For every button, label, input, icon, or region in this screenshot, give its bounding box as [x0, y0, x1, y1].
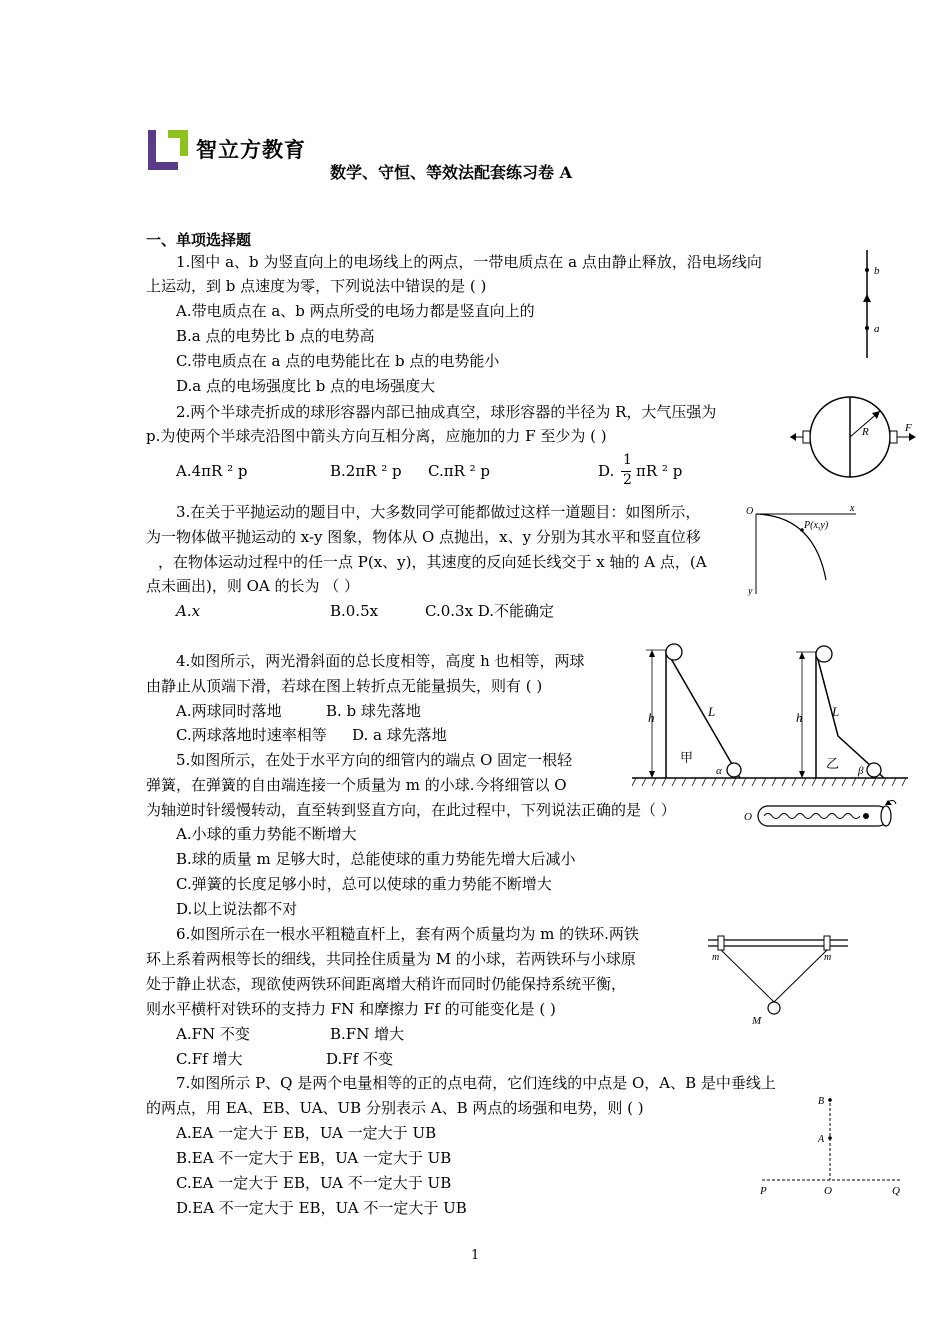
- q1-option-a: A.带电质点在 a、b 两点所受的电场力都是竖直向上的: [176, 302, 535, 320]
- q2-option-d-den: 2: [623, 472, 632, 488]
- q7-fig-label-a: A: [818, 1134, 825, 1145]
- q5-fig-label-o: O: [744, 811, 752, 823]
- q3-line-1: 3.在关于平抛运动的题目中，大多数同学可能都做过这样一道题目：如图所示，: [176, 503, 701, 521]
- q1-fig-label-b: b: [874, 265, 880, 277]
- q2-fig-label-r: R: [862, 426, 869, 438]
- q1-option-d: D.a 点的电场强度比 b 点的电场强度大: [176, 377, 436, 395]
- q7-option-c: C.EA 一定大于 EB，UA 不一定大于 UB: [176, 1174, 452, 1192]
- q3-fig-label-p: P(x,y): [804, 520, 829, 531]
- q2-option-d-rest: πR ² p: [636, 462, 683, 480]
- q2-fig-label-f: F: [905, 422, 912, 434]
- q4-fig-label-alpha: α: [716, 765, 722, 777]
- q4-option-b: B. b 球先落地: [326, 702, 421, 720]
- q2-option-a: A.4πR ² p: [176, 462, 248, 480]
- q4-fig-label-h1: h: [648, 710, 655, 725]
- section-heading: 一、单项选择题: [146, 231, 252, 249]
- q3-line-3: ，在物体运动过程中的任一点 P(x、y)，其速度的反向延长线交于 x 轴的 A 点，(A: [158, 553, 707, 571]
- q2-option-c: C.πR ² p: [428, 462, 491, 480]
- q2-line-2: p.为使两个半球壳沿图中箭头方向互相分离，应施加的力 F 至少为 ( ): [146, 427, 607, 445]
- q7-fig-label-q: Q: [892, 1185, 900, 1197]
- q4-line-1: 4.如图所示，两光滑斜面的总长度相等，高度 h 也相等，两球: [176, 652, 585, 670]
- q4-line-2: 由静止从顶端下滑，若球在图上转折点无能量损失，则有 ( ): [146, 677, 543, 695]
- q3-line-2: 为一物体做平抛运动的 x-y 图象，物体从 O 点抛出，x、y 分别为其水平和竖直位移: [146, 528, 701, 546]
- q4-fig-label-beta: β: [858, 765, 864, 777]
- q7-option-d: D.EA 不一定大于 EB，UA 不一定大于 UB: [176, 1199, 467, 1217]
- q5-option-c: C.弹簧的长度足够小时，总可以使球的重力势能不断增大: [176, 875, 552, 893]
- q4-fig-label-h2: h: [796, 710, 803, 725]
- q1-line-1: 1.图中 a、b 为竖直向上的电场线上的两点，一带电质点在 a 点由静止释放，沿电场线向: [176, 253, 762, 271]
- q6-line-4: 则水平横杆对铁环的支持力 FN 和摩擦力 Ff 的可能变化是 ( ): [146, 1000, 556, 1018]
- q3-option-b: B.0.5x: [330, 602, 379, 620]
- q2-option-b: B.2πR ² p: [330, 462, 402, 480]
- q3-line-4: 点未画出)，则 OA 的长为 （ ）: [146, 577, 360, 595]
- q6-line-1: 6.如图所示在一根水平粗糙直杆上，套有两个质量均为 m 的铁环.两铁: [176, 925, 639, 943]
- q4-option-a: A.两球同时落地: [176, 702, 282, 720]
- q5-line-3: 为轴逆时针缓慢转动，直至转到竖直方向，在此过程中，下列说法正确的是（ ）: [146, 801, 676, 819]
- q2-line-1: 2.两个半球壳折成的球形容器内部已抽成真空，球形容器的半径为 R，大气压强为: [176, 403, 717, 421]
- q3-option-cd: C.0.3x D.不能确定: [425, 602, 555, 620]
- q6-option-c: C.Ff 增大: [176, 1050, 243, 1068]
- q6-option-d: D.Ff 不变: [326, 1050, 393, 1068]
- q1-figure: [855, 248, 895, 360]
- logo-text: 智立方教育: [196, 138, 306, 162]
- q3-fig-label-x: x: [850, 503, 855, 514]
- q7-figure: [756, 1090, 906, 1200]
- logo-mark-icon: [148, 128, 190, 172]
- q1-line-2: 上运动，到 b 点速度为零，下列说法中错误的是 ( ): [146, 277, 487, 295]
- q3-option-a: A.x: [176, 602, 201, 620]
- q7-fig-label-b: B: [818, 1096, 825, 1107]
- q5-option-b: B.球的质量 m 足够大时，总能使球的重力势能先增大后减小: [176, 850, 576, 868]
- q7-fig-label-o: O: [824, 1185, 832, 1197]
- q3-fig-label-o: O: [746, 506, 754, 517]
- q3-fig-label-y: y: [748, 586, 753, 596]
- q7-option-b: B.EA 不一定大于 EB，UA 一定大于 UB: [176, 1149, 452, 1167]
- q2-option-d-prefix: D.: [598, 462, 615, 480]
- q4-fig-label-yi: 乙: [826, 756, 840, 771]
- q5-line-1: 5.如图所示，在处于水平方向的细管内的端点 O 固定一根轻: [176, 751, 573, 769]
- page-title: 数学、守恒、等效法配套练习卷 A: [330, 163, 572, 182]
- q6-line-2: 环上系着两根等长的细线，共同拴住质量为 M 的小球，若两铁环与小球原: [146, 950, 636, 968]
- q5-option-d: D.以上说法都不对: [176, 900, 298, 918]
- q4-fig-label-jia: 甲: [680, 750, 694, 765]
- q6-line-3: 处于静止状态，现欲使两铁环间距离增大稍许而同时仍能保持系统平衡，: [146, 975, 627, 993]
- q5-line-2: 弹簧，在弹簧的自由端连接一个质量为 m 的小球.今将细管以 O: [146, 776, 567, 794]
- q4-option-c: C.两球落地时速率相等: [176, 726, 327, 744]
- q5-figure: [742, 798, 902, 834]
- q5-option-a: A.小球的重力势能不断增大: [176, 825, 357, 843]
- q1-fig-label-a: a: [874, 323, 880, 335]
- q7-fig-label-p: P: [760, 1185, 767, 1197]
- page-number: 1: [471, 1248, 480, 1263]
- q4-option-d: D. a 球先落地: [352, 726, 447, 744]
- q7-line-1: 7.如图所示 P、Q 是两个电量相等的正的点电荷，它们连线的中点是 O，A、B 是中垂线上: [176, 1074, 776, 1092]
- q6-option-b: B.FN 增大: [330, 1025, 405, 1043]
- q6-fig-label-m1: m: [712, 952, 720, 963]
- q6-option-a: A.FN 不变: [176, 1025, 250, 1043]
- q1-option-c: C.带电质点在 a 点的电势能比在 b 点的电势能小: [176, 352, 500, 370]
- q3-figure: [744, 500, 862, 596]
- q4-fig-label-l2: L: [832, 704, 840, 719]
- q4-fig-label-l1: L: [708, 704, 716, 719]
- q2-figure: [788, 393, 918, 481]
- q6-fig-label-bigm: M: [752, 1015, 762, 1027]
- q1-option-b: B.a 点的电势比 b 点的电势高: [176, 327, 375, 345]
- q7-line-2: 的两点，用 EA、EB、UA、UB 分别表示 A、B 两点的场强和电势，则 ( ): [146, 1099, 644, 1117]
- q6-figure: [706, 932, 852, 1030]
- q2-option-d-num: 1: [623, 452, 632, 468]
- q4-figure: [632, 640, 910, 790]
- q6-fig-label-m2: m: [824, 952, 832, 963]
- q7-option-a: A.EA 一定大于 EB，UA 一定大于 UB: [176, 1124, 437, 1142]
